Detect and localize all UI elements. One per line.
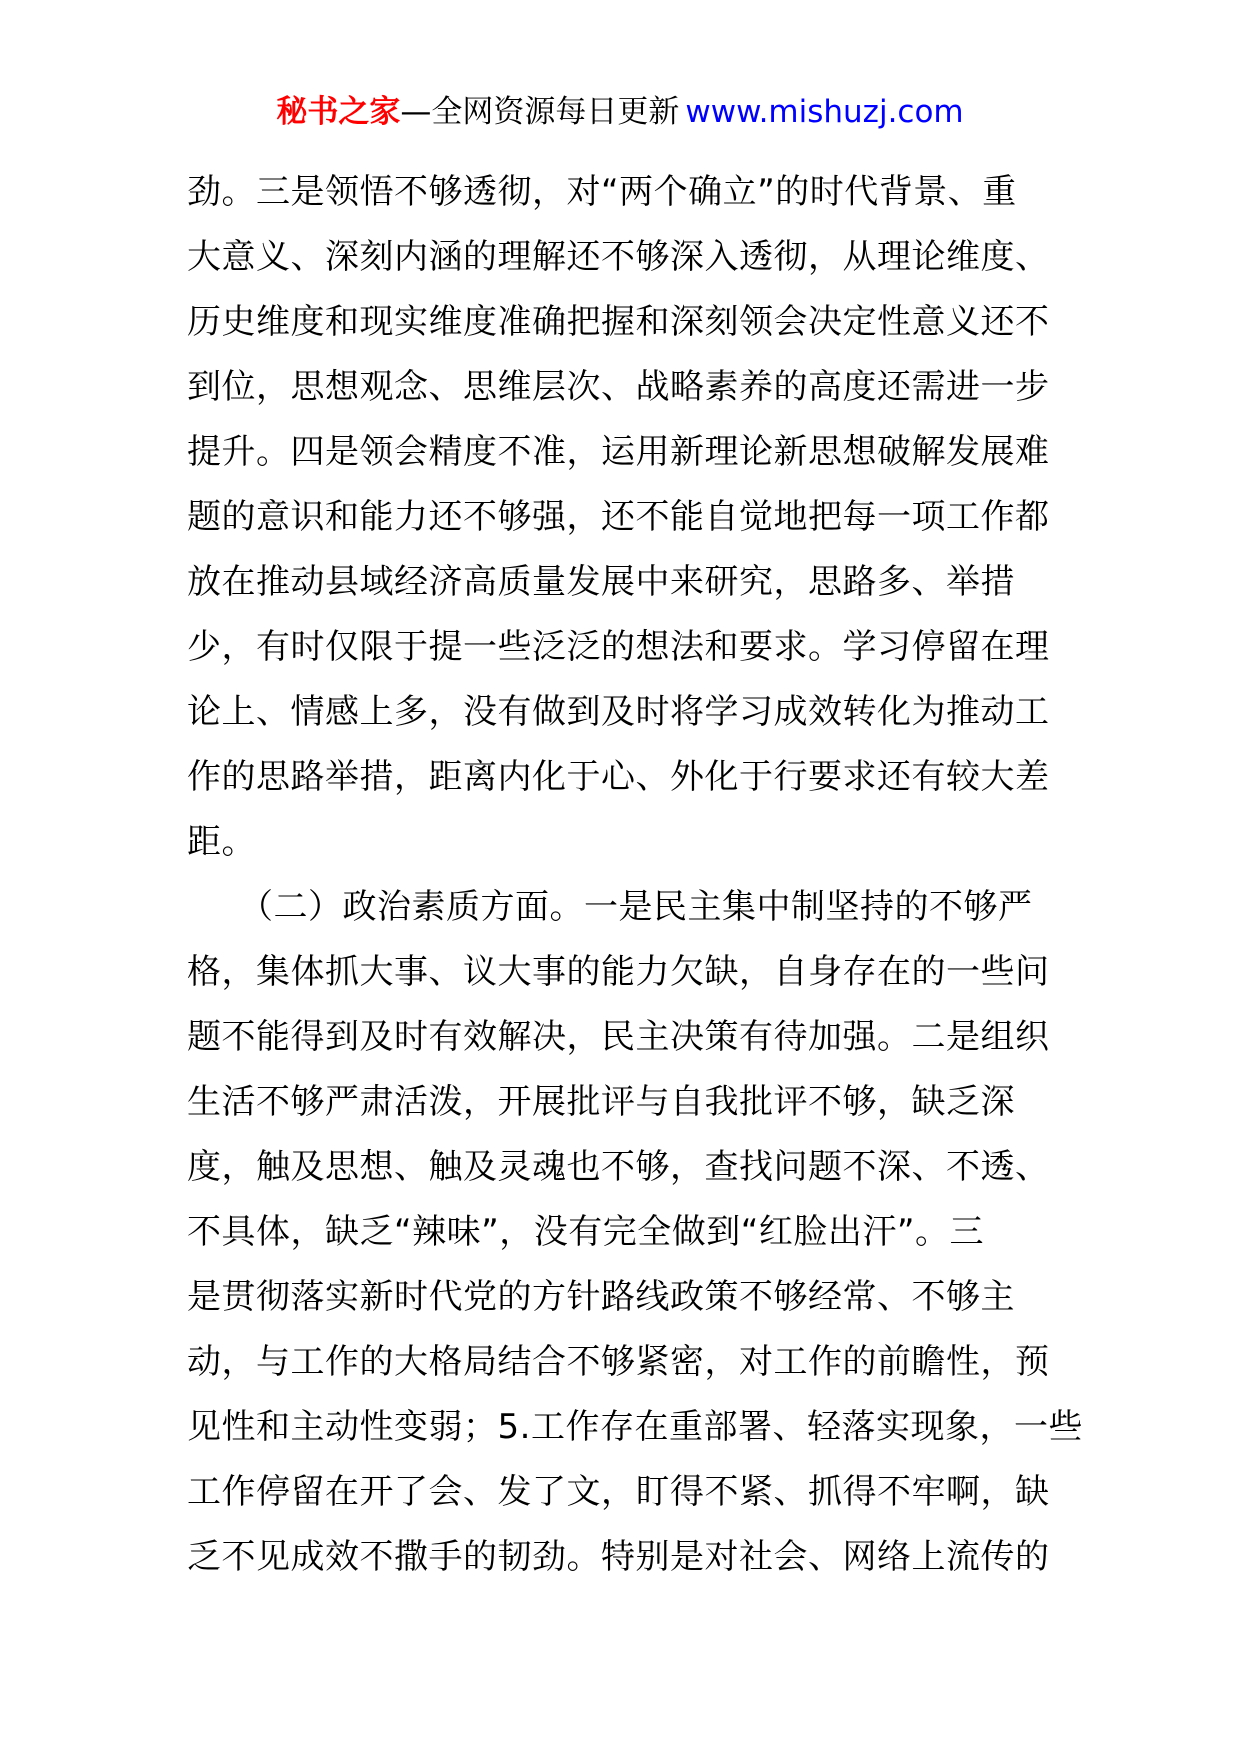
document-body	[187, 160, 1083, 1590]
text-line: 到位，思想观念、思维层次、战略素养的高度还需进一步	[187, 367, 1050, 407]
brand-name: 秘书之家	[276, 94, 401, 130]
text-line: 大意义、深刻内涵的理解还不够深入透彻，从理论维度、	[187, 237, 1050, 277]
text-line: 度，触及思想、触及灵魂也不够，查找问题不深、不透、	[187, 1147, 1050, 1187]
text-line: 论上、情感上多，没有做到及时将学习成效转化为推动工	[187, 692, 1050, 732]
text-line: 题的意识和能力还不够强，还不能自觉地把每一项工作都	[187, 497, 1050, 537]
text-line: 少，有时仅限于提一些泛泛的想法和要求。学习停留在理	[187, 627, 1050, 667]
text-line: 距。	[187, 822, 256, 862]
text-line: 题不能得到及时有效解决，民主决策有待加强。二是组织	[187, 1017, 1050, 1057]
text-line: 是贯彻落实新时代党的方针路线政策不够经常、不够主	[187, 1277, 1015, 1317]
text-line: 提升。四是领会精度不准，运用新理论新思想破解发展难	[187, 432, 1050, 472]
header-tagline: —全网资源每日更新	[400, 94, 680, 130]
text-line: 工作停留在开了会、发了文，盯得不紧、抓得不牢啊，缺	[187, 1472, 1050, 1512]
text-line: 历史维度和现实维度准确把握和深刻领会决定性意义还不	[187, 302, 1050, 342]
text-line: 不具体，缺乏“辣味”，没有完全做到“红脸出汗”。三	[187, 1212, 984, 1252]
text-line: 动，与工作的大格局结合不够紧密，对工作的前瞻性，预	[187, 1342, 1050, 1382]
page-header	[0, 92, 1240, 132]
text-line: 放在推动县域经济高质量发展中来研究，思路多、举措	[187, 562, 1015, 602]
text-line: 劲。三是领悟不够透彻，对“两个确立”的时代背景、重	[187, 172, 1017, 212]
text-line: 格，集体抓大事、议大事的能力欠缺，自身存在的一些问	[187, 952, 1050, 992]
text-line: 作的思路举措，距离内化于心、外化于行要求还有较大差	[187, 757, 1050, 797]
text-line: 见性和主动性变弱；5.工作存在重部署、轻落实现象，一些	[187, 1407, 1083, 1447]
text-line: 生活不够严肃活泼，开展批评与自我批评不够，缺乏深	[187, 1082, 1015, 1122]
text-line: 乏不见成效不撒手的韧劲。特别是对社会、网络上流传的	[187, 1537, 1050, 1577]
section-heading-line: （二）政治素质方面。一是民主集中制坚持的不够严	[187, 887, 1033, 927]
site-url-link[interactable]: www.mishuzj.com	[685, 94, 964, 130]
